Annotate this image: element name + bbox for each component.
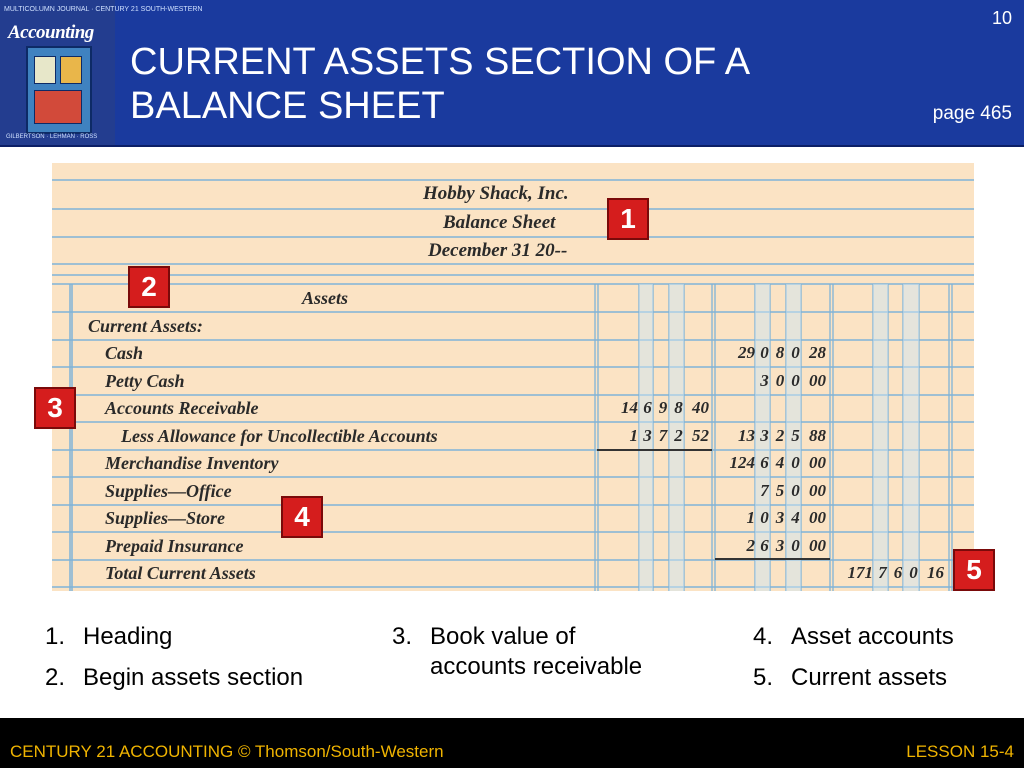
cover-illustration (26, 46, 92, 134)
callout-2-assets-section: 2 (128, 266, 170, 308)
amount-accounts-receivable: 14 6 9 8 40 (621, 398, 709, 417)
slide-title (130, 40, 830, 128)
textbook-cover-image (0, 0, 203, 145)
slide-title-line2: BALANCE SHEET (130, 85, 445, 127)
legend-item-3: 3. Book value of accounts receivable (392, 623, 643, 680)
page-reference: page 465 (932, 103, 1012, 124)
legend-column-2 (392, 622, 642, 682)
slide-header (0, 0, 1024, 147)
slide-number: 10 (991, 8, 1012, 28)
slide-footer (0, 718, 1024, 768)
amount-prepaid-insurance: 2 6 3 0 00 (746, 536, 826, 555)
callout-3-book-value: 3 (34, 387, 76, 429)
row-label-cash: Cash (105, 343, 144, 363)
amount-total-current-assets: 171 7 6 0 16 (847, 563, 944, 582)
legend-item-4: 4. Asset accounts (753, 623, 954, 650)
row-label-current-assets: Current Assets: (88, 316, 203, 336)
row-label-petty-cash: Petty Cash (105, 371, 185, 391)
row-label-allowance: Less Allowance for Uncollectible Accounts (121, 426, 438, 446)
legend-column-3 (753, 622, 954, 693)
balance-sheet-form (52, 163, 974, 591)
row-label-supplies-office: Supplies—Office (105, 481, 232, 501)
heading-date: December 31 20-- (428, 240, 568, 261)
legend-item-5: 5. Current assets (753, 664, 948, 691)
amount-cash: 29 0 8 0 28 (738, 343, 826, 362)
heading-company-name: Hobby Shack, Inc. (423, 183, 569, 204)
callout-5-current-assets: 5 (953, 549, 995, 591)
callout-4-asset-accounts: 4 (281, 496, 323, 538)
heading-statement-name: Balance Sheet (443, 212, 556, 233)
row-label-prepaid-insurance: Prepaid Insurance (105, 536, 244, 556)
row-label-supplies-store: Supplies—Store (105, 508, 226, 528)
cover-title: Accounting (8, 22, 94, 43)
amount-allowance: 1 3 7 2 52 (629, 426, 709, 445)
amount-supplies-office: 7 5 0 00 (760, 481, 826, 500)
amount-merchandise-inventory: 124 6 4 0 00 (729, 453, 826, 472)
row-label-total-current-assets: Total Current Assets (105, 563, 256, 583)
footer-lesson: LESSON 15-4 (906, 742, 1014, 761)
footer-copyright: CENTURY 21 ACCOUNTING © Thomson/South-Western (10, 742, 444, 761)
amount-allowance-book-value: 13 3 2 5 88 (738, 426, 826, 445)
row-label-merchandise-inventory: Merchandise Inventory (105, 453, 279, 473)
cover-top-text: MULTICOLUMN JOURNAL · CENTURY 21 SOUTH-WESTERN (4, 6, 203, 13)
cover-bottom-text: GILBERTSON · LEHMAN · ROSS (6, 134, 98, 140)
amount-supplies-store: 1 0 3 4 00 (746, 508, 826, 527)
legend-item-1: 1. Heading (45, 623, 173, 650)
row-label-accounts-receivable: Accounts Receivable (105, 398, 259, 418)
legend-column-1 (45, 622, 303, 693)
slide-title-line1: CURRENT ASSETS SECTION OF A (130, 41, 751, 83)
callout-1-heading: 1 (607, 198, 649, 240)
assets-section-heading: Assets (302, 288, 349, 308)
legend-item-2: 2. Begin assets section (45, 664, 304, 691)
amount-petty-cash: 3 0 0 00 (760, 371, 826, 390)
